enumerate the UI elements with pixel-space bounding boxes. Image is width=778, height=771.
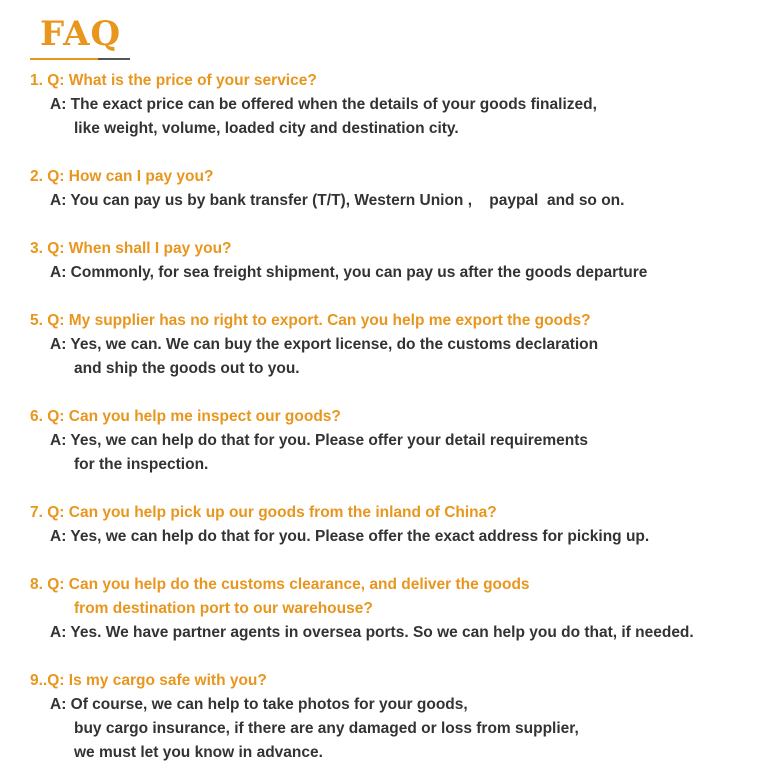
- faq-answer-8: A: Yes. We have partner agents in oversea ports. So we can help you do that, if needed.: [50, 624, 694, 641]
- faq-answer-1-cont: like weight, volume, loaded city and destination city.: [74, 120, 459, 137]
- faq-answer-9-cont-2: we must let you know in advance.: [74, 744, 323, 761]
- faq-answer-7: A: Yes, we can help do that for you. Please offer the exact address for picking up.: [50, 528, 650, 545]
- faq-answer-2: A: You can pay us by bank transfer (T/T), Western Union , paypal and so on.: [50, 192, 625, 209]
- faq-title: FAQ: [40, 14, 122, 54]
- faq-question-5: 5. Q: My supplier has no right to export. Can you help me export the goods?: [30, 312, 591, 329]
- faq-question-8-cont: from destination port to our warehouse?: [74, 600, 373, 617]
- faq-question-7: 7. Q: Can you help pick up our goods from the inland of China?: [30, 504, 497, 521]
- faq-question-6: 6. Q: Can you help me inspect our goods?: [30, 408, 341, 425]
- faq-answer-6: A: Yes, we can help do that for you. Please offer your detail requirements: [50, 432, 589, 449]
- faq-question-3: 3. Q: When shall I pay you?: [30, 240, 232, 257]
- faq-answer-9: A: Of course, we can help to take photos for your goods,: [50, 696, 468, 713]
- faq-answer-5-cont: and ship the goods out to you.: [74, 360, 300, 377]
- faq-answer-3: A: Commonly, for sea freight shipment, you can pay us after the goods departure: [50, 264, 648, 281]
- faq-answer-9-cont-1: buy cargo insurance, if there are any damaged or loss from supplier,: [74, 720, 579, 737]
- faq-question-1: 1. Q: What is the price of your service?: [30, 72, 317, 89]
- faq-answer-1: A: The exact price can be offered when the details of your goods finalized,: [50, 96, 597, 113]
- faq-answer-6-cont: for the inspection.: [74, 456, 209, 473]
- title-underline-accent: [30, 58, 98, 60]
- faq-question-2: 2. Q: How can I pay you?: [30, 168, 214, 185]
- faq-question-8: 8. Q: Can you help do the customs clearance, and deliver the goods: [30, 576, 530, 593]
- faq-question-9: 9..Q: Is my cargo safe with you?: [30, 672, 267, 689]
- faq-answer-5: A: Yes, we can. We can buy the export license, do the customs declaration: [50, 336, 599, 353]
